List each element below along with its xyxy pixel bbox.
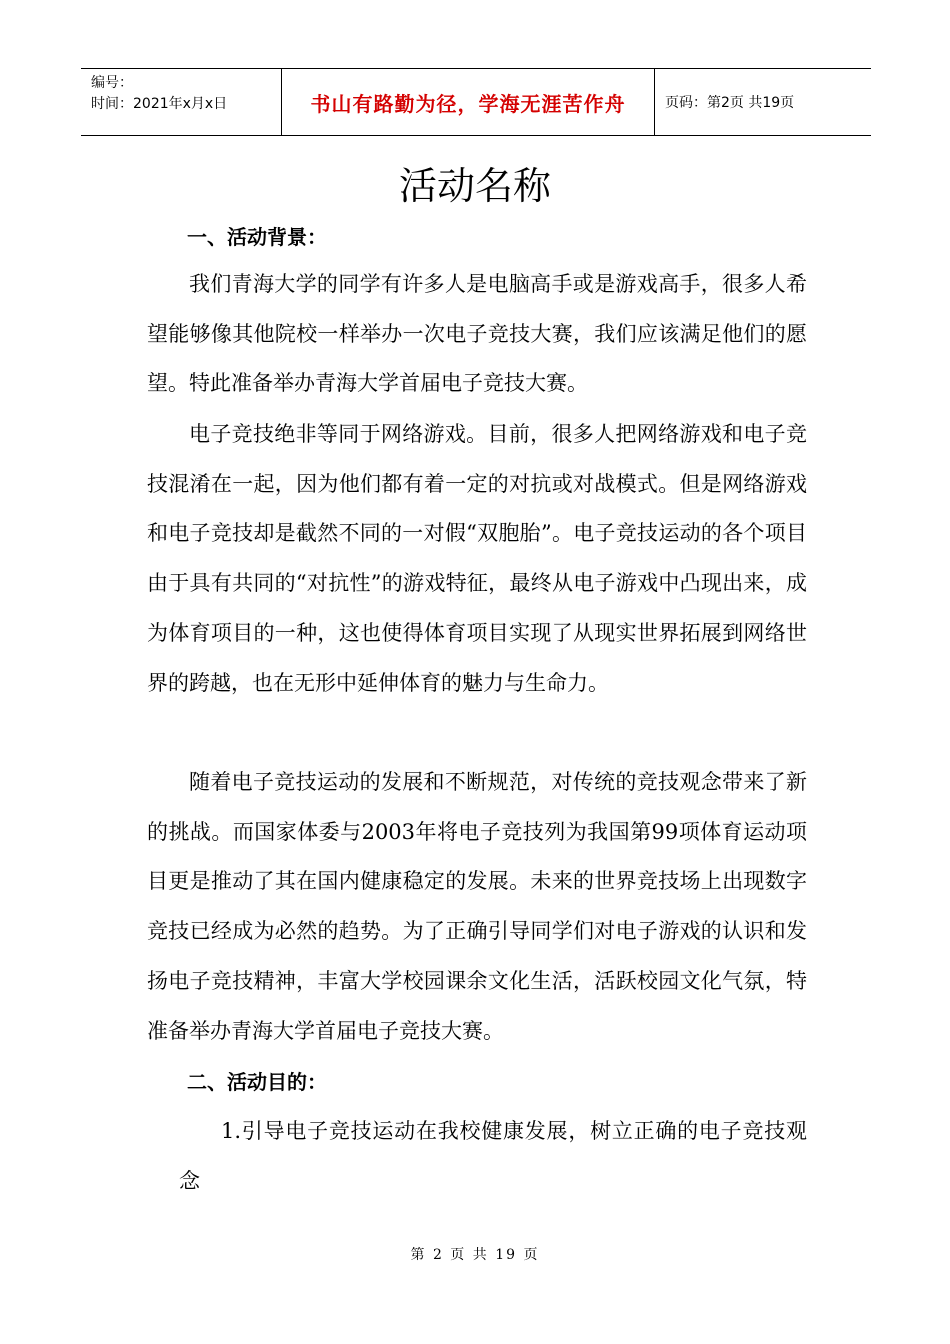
header-meta-cell: [81, 69, 282, 135]
section-heading-background: 一、活动背景：: [187, 225, 327, 249]
header-table: [81, 68, 871, 136]
page-footer: 第 2 页 共 19 页: [410, 1247, 540, 1263]
paragraph-background-3: 随着电子竞技运动的发展和不断规范，对传统的竞技观念带来了新的挑战。而国家体委与2003年将电子竞技列为我国第99项体育运动项目更是推动了其在国内健康稳定的发展。未来的世界竞技场上出现数字竞技已经成为必然的趋势。为了正确引导同学们对电子游戏的认识和发扬电子竞技精神，丰富大学校园课余文化生活，活跃校园文化气氛，特准备举办青海大学首届电子竞技大赛。: [147, 770, 807, 1043]
document-number-label: 编号：: [91, 75, 133, 91]
section-heading-purpose: 二、活动目的：: [187, 1070, 327, 1094]
document-title: 活动名称: [398, 164, 551, 208]
purpose-item-1: 1.引导电子竞技运动在我校健康发展，树立正确的电子竞技观念: [179, 1119, 807, 1193]
document-time-label: 时间：2021年x月x日: [91, 96, 228, 112]
header-motto: 书山有路勤为径，学海无涯苦作舟: [282, 69, 655, 135]
paragraph-background-2: 电子竞技绝非等同于网络游戏。目前，很多人把网络游戏和电子竞技混淆在一起，因为他们都有着一定的对抗或对战模式。但是网络游戏和电子竞技却是截然不同的一对假“双胞胎”。电子竞技运动的各个项目由于具有共同的“对抗性”的游戏特征，最终从电子游戏中凸现出来，成为体育项目的一种，这也使得体育项目实现了从现实世界拓展到网络世界的跨越，也在无形中延伸体育的魅力与生命力。: [147, 422, 807, 695]
paragraph-background-1: 我们青海大学的同学有许多人是电脑高手或是游戏高手，很多人希望能够像其他院校一样举办一次电子竞技大赛，我们应该满足他们的愿望。特此准备举办青海大学首届电子竞技大赛。: [147, 272, 807, 396]
header-page-info: 页码：第2页 共19页: [665, 95, 795, 111]
